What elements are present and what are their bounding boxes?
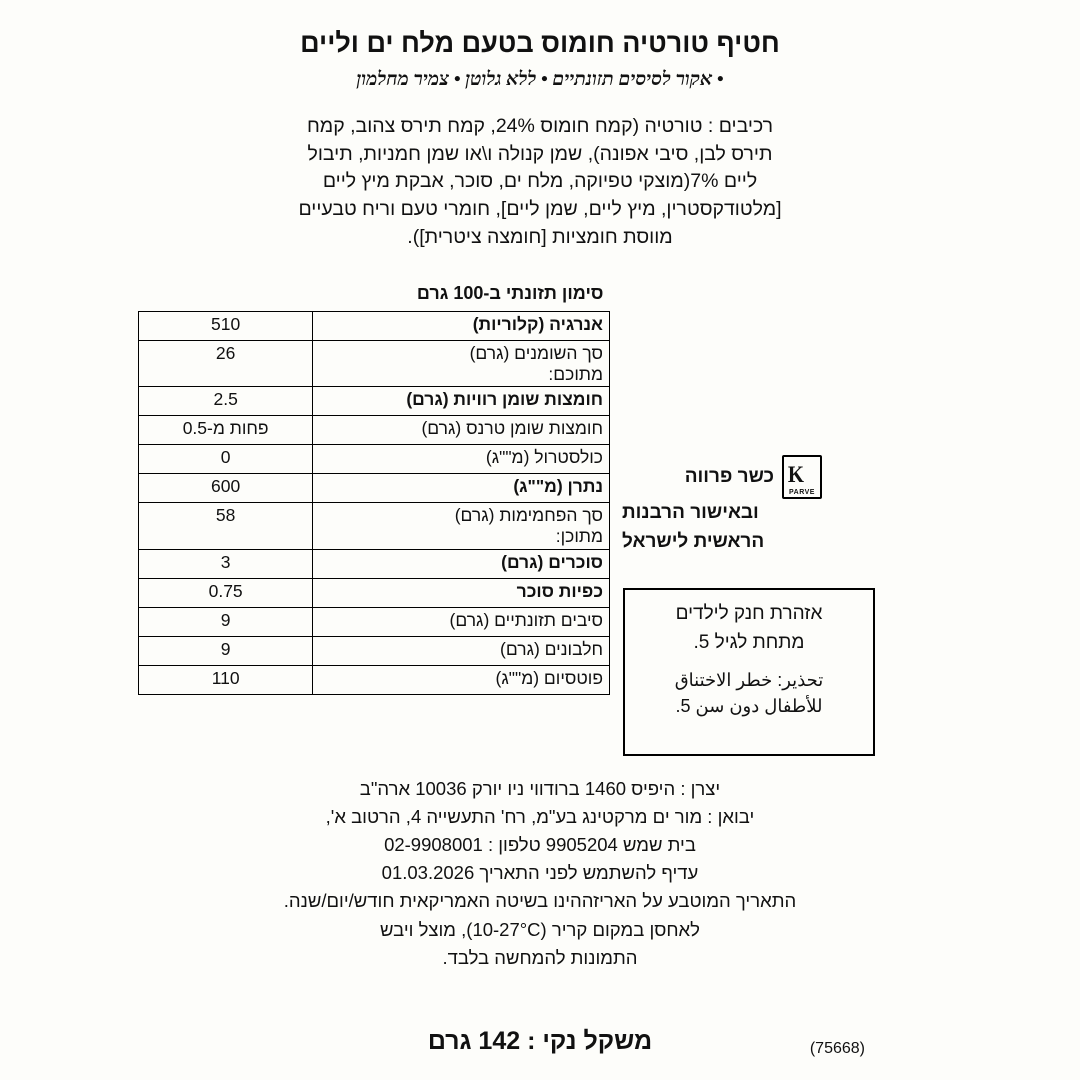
nutrition-label-main: סך השומנים (גרם) bbox=[469, 343, 603, 363]
table-row bbox=[139, 549, 610, 578]
nutrition-label: כפיות סוכר bbox=[313, 578, 610, 607]
nutrition-value: 2.5 bbox=[139, 387, 313, 416]
nutrition-value: 58 bbox=[139, 503, 313, 549]
net-weight: משקל נקי : 142 גרם bbox=[427, 1027, 653, 1055]
nutrition-label: חומצות שומן רוויות (גרם) bbox=[313, 387, 610, 416]
footer-line-date-format: התאריך המוטבע על האריזההינו בשיטה האמריקאית חודש/יום/שנה. bbox=[283, 890, 797, 912]
nutrition-value: 0.75 bbox=[139, 578, 313, 607]
table-row bbox=[139, 312, 610, 341]
warning-ar-line-1: تحذير: خطر الاختناق bbox=[674, 670, 824, 690]
nutrition-label: סיבים תזונתיים (גרם) bbox=[313, 607, 610, 636]
nutrition-label bbox=[313, 341, 610, 387]
table-row bbox=[139, 665, 610, 694]
kosher-line-3: הראשית לישראל bbox=[622, 530, 765, 552]
nutrition-value: פחות מ-0.5 bbox=[139, 416, 313, 445]
nutrition-label-main: סך הפחמימות (גרם) bbox=[454, 505, 603, 526]
ingredients-line: רכיבים : טורטיה (קמח חומוס 24%, קמח תירס צהוב, קמח bbox=[306, 115, 774, 137]
nutrition-value: 9 bbox=[139, 607, 313, 636]
nutrition-label-sub: מתוכם: bbox=[548, 363, 603, 384]
nutrition-value: 510 bbox=[139, 312, 313, 341]
nutrition-label: חומצות שומן טרנס (גרם) bbox=[313, 416, 610, 445]
footer-line-best-before: עדיף להשתמש לפני התאריך 01.03.2026 bbox=[381, 862, 699, 884]
nutrition-label-sub: מתוכן: bbox=[555, 525, 603, 546]
warning-ar-line-2: للأطفال دون سن 5. bbox=[675, 696, 823, 717]
ingredients-block bbox=[150, 113, 930, 251]
footer-line-phone: בית שמש 9905204 טלפון : 02-9908001 bbox=[384, 834, 696, 856]
manufacturer-info-block bbox=[0, 775, 1080, 972]
table-row-header bbox=[139, 281, 610, 312]
kosher-mark-letter: K bbox=[787, 462, 804, 487]
nutrition-table-title: סימון תזונתי ב-100 גרם bbox=[139, 281, 610, 312]
ingredients-line: ליים 7%(מוצקי טפיוקה, מלח ים, סוכר, אבקת מיץ ליים bbox=[322, 170, 758, 193]
nutrition-label: אנרגיה (קלוריות) bbox=[313, 312, 610, 341]
nutrition-value: 0 bbox=[139, 445, 313, 474]
table-row bbox=[139, 503, 610, 549]
kosher-label-parve: כשר פרווה bbox=[684, 465, 774, 487]
nutrition-value: 600 bbox=[139, 474, 313, 503]
choking-warning-box bbox=[623, 588, 875, 756]
nutrition-label: חלבונים (גרם) bbox=[313, 636, 610, 665]
nutrition-label bbox=[313, 503, 610, 549]
table-row bbox=[139, 387, 610, 416]
ingredients-line: תירס לבן, סיבי אפונה), שמן קנולה ו\או שמן חמניות, תיבול bbox=[307, 142, 773, 165]
kosher-line-1 bbox=[622, 455, 822, 499]
table-row bbox=[139, 474, 610, 503]
page-title: חטיף טורטיה חומוס בטעם מלח ים וליים bbox=[300, 28, 780, 58]
nutrition-label: כולסטרול (מ""ג) bbox=[313, 445, 610, 474]
kosher-mark-word: PARVE bbox=[789, 488, 815, 496]
ingredients-line: מווסת חומציות [חומצה ציטרית]). bbox=[407, 225, 673, 248]
warning-he-line-1: אזהרת חנק לילדים bbox=[675, 603, 823, 624]
nutrition-value: 3 bbox=[139, 549, 313, 578]
table-row bbox=[139, 607, 610, 636]
nutrition-value: 26 bbox=[139, 341, 313, 387]
footer-line-importer: יבואן : מור ים מרקטינג בע"מ, רח' התעשייה 4, הרטוב א', bbox=[325, 806, 755, 828]
ingredients-line: [מלטודקסטרין, מיץ ליים, שמן ליים], חומרי טעם וריח טבעיים bbox=[298, 198, 782, 221]
footer-line-manufacturer: יצרן : היפיס 1460 ברודווי ניו יורק 10036 ארה"ב bbox=[359, 778, 721, 799]
kosher-line-2: ובאישור הרבנות bbox=[622, 502, 759, 523]
page-subtitle: • אקור לסיסים תזונתיים • ללא גלוטן • צמיר מחלמון bbox=[356, 69, 724, 90]
table-row bbox=[139, 636, 610, 665]
nutrition-value: 9 bbox=[139, 636, 313, 665]
kosher-parve-icon bbox=[782, 455, 822, 499]
footer-line-illustration: התמונות להמחשה בלבד. bbox=[442, 946, 638, 968]
nutrition-table bbox=[138, 281, 610, 695]
table-row bbox=[139, 445, 610, 474]
nutrition-label: פוטסיום (מ""ג) bbox=[313, 665, 610, 694]
table-row bbox=[139, 341, 610, 387]
table-row bbox=[139, 416, 610, 445]
internal-code: (75668) bbox=[809, 1040, 865, 1057]
footer-line-storage: לאחסן במקום קריר (10-27°C), מוצל ויבש bbox=[380, 918, 700, 940]
nutrition-label: סוכרים (גרם) bbox=[313, 549, 610, 578]
nutrition-value: 110 bbox=[139, 665, 313, 694]
warning-he-line-2: מתחת לגיל 5. bbox=[693, 631, 805, 653]
table-row bbox=[139, 578, 610, 607]
kosher-certification-block bbox=[622, 455, 822, 556]
nutrition-label: נתרן (מ""ג) bbox=[313, 474, 610, 503]
